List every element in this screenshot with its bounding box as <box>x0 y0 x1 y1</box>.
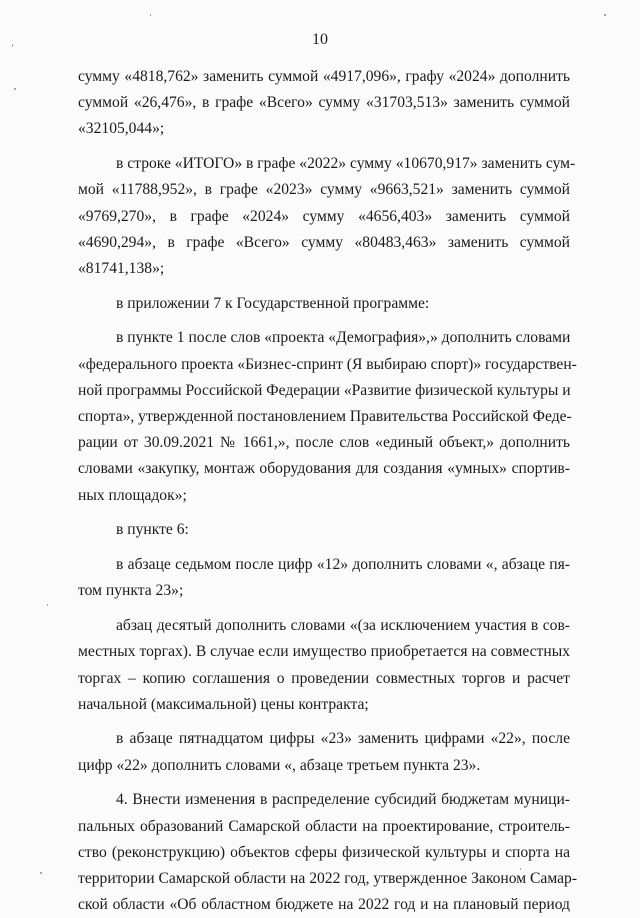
text-line: в пункте 6: <box>116 521 189 539</box>
scan-speck <box>150 14 151 16</box>
text-line: в абзаце седьмом после цифр «12» дополнить словами «, абзаце пя- <box>116 556 570 574</box>
text-line: в абзаце пятнадцатом цифры «23» заменить цифрами «22», после <box>116 730 570 748</box>
text-line: суммой «26,476», в графе «Всего» сумму «31703,513» заменить суммой <box>78 94 570 112</box>
text-line: «81741,138»; <box>78 259 165 277</box>
paragraph <box>78 726 570 778</box>
paragraph-gap <box>78 282 570 291</box>
text-line: мой «11788,952», в графе «2023» сумму «9663,521» заменить суммой <box>78 181 570 199</box>
paragraph <box>78 552 570 604</box>
paragraph-gap <box>78 317 570 326</box>
text-line: ной программы Российской Федерации «Развитие физической культуры и <box>78 381 571 399</box>
text-line: территории Самарской области на 2022 год, утвержденное Законом Самар- <box>78 870 578 887</box>
text-line: пальных образований Самарской области на проектирование, строитель- <box>78 817 570 835</box>
paragraph-gap <box>78 544 570 553</box>
text-line: «9769,270», в графе «2024» сумму «4656,403» заменить суммой <box>78 207 570 225</box>
document-body <box>78 64 578 918</box>
paragraph <box>78 613 570 718</box>
scan-speck <box>12 44 13 47</box>
paragraph <box>78 517 570 543</box>
paragraph <box>78 291 570 317</box>
text-line: рации от 30.09.2021 № 1661,», после слов «единый объект,» дополнить <box>78 434 570 452</box>
text-line: ных площадок»; <box>78 486 187 504</box>
paragraph-gap <box>78 779 570 788</box>
text-line: в приложении 7 к Государственной программе: <box>116 294 430 312</box>
text-line: абзац десятый дополнить словами «(за исключением участия в сов- <box>116 617 570 635</box>
paragraph-gap <box>78 605 570 614</box>
text-line: сумму «4818,762» заменить суммой «4917,096», графу «2024» дополнить <box>78 68 570 85</box>
text-line: «федерального проекта «Бизнес-спринт (Я выбираю спорт)» государствен- <box>78 355 577 373</box>
paragraph-gap <box>78 509 570 518</box>
text-line: цифр «22» дополнить словами «, абзаце третьем пункта 23». <box>78 756 481 774</box>
text-line: «32105,044»; <box>78 120 165 138</box>
text-line: ство (реконструкцию) объектов сферы физической культуры и спорта на <box>78 843 570 861</box>
paragraph <box>78 64 570 143</box>
text-line: «4690,294», в графе «Всего» сумму «80483,463» заменить суммой <box>78 233 570 251</box>
paragraph <box>78 325 577 508</box>
text-line: торгах – копию соглашения о проведении совместных торгов и расчет <box>78 669 570 687</box>
text-line: том пункта 23»; <box>78 582 184 600</box>
text-line: в строке «ИТОГО» в графе «2022» сумму «10670,917» заменить сум- <box>116 155 576 173</box>
text-line: в пункте 1 после слов «проекта «Демография»,» дополнить словами <box>116 329 571 347</box>
text-line: ской области «Об областном бюджете на 2022 год и на плановый период <box>78 896 570 914</box>
scan-speck <box>47 604 48 606</box>
scan-speck <box>40 872 42 874</box>
page-number: 10 <box>312 31 328 48</box>
scan-speck <box>14 88 16 90</box>
text-line: местных торгах). В случае если имущество приобретается на совместных <box>78 643 570 661</box>
paragraph-gap <box>78 143 570 152</box>
scan-speck <box>604 14 606 16</box>
text-line: словами «закупку, монтаж оборудования для создания «умных» спортив- <box>78 460 570 478</box>
text-line: 4. Внести изменения в распределение субсидий бюджетам муници- <box>116 791 570 809</box>
text-line: спорта», утвержденной постановлением Правительства Российской Феде- <box>78 408 572 426</box>
scan-speck <box>520 868 521 870</box>
paragraph <box>78 787 578 918</box>
paragraph <box>78 151 576 282</box>
text-line: начальной (максимальной) цены контракта; <box>78 695 369 713</box>
paragraph-gap <box>78 718 570 727</box>
